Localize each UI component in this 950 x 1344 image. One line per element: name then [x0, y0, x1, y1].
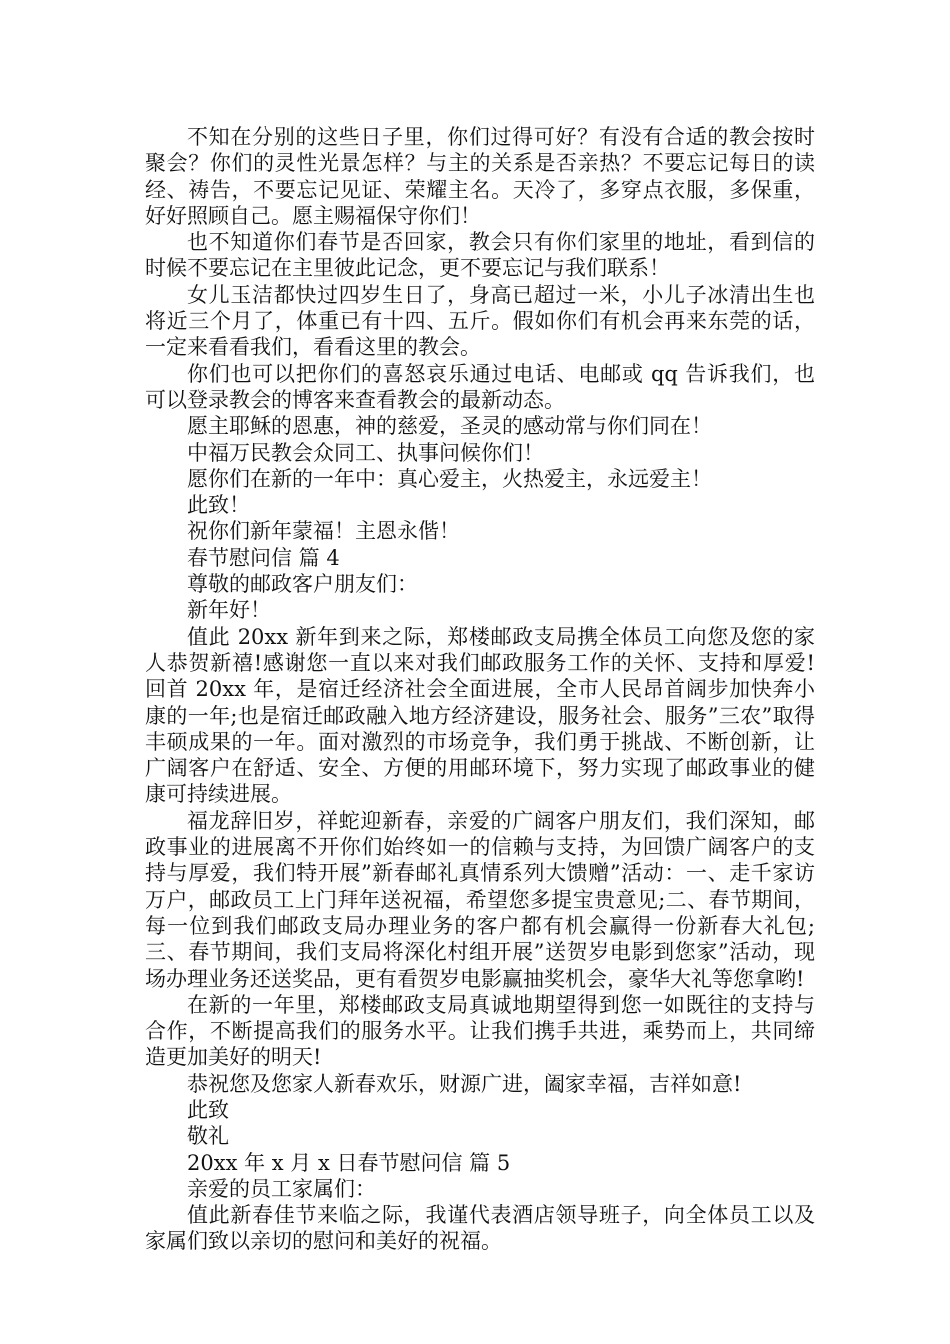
paragraph: 你们也可以把你们的喜怒哀乐通过电话、电邮或 qq 告诉我们，也可以登录教会的博客来查看教会的最新动态。: [145, 361, 815, 412]
paragraph: 新年好！: [187, 598, 271, 623]
paragraph: 此致！: [187, 493, 250, 518]
salutation: 尊敬的邮政客户朋友们：: [187, 572, 418, 597]
document-body: [145, 124, 815, 1255]
paragraph: 此致: [187, 1097, 229, 1122]
paragraph: 敬礼: [187, 1124, 229, 1149]
paragraph: 福龙辞旧岁，祥蛇迎新春，亲爱的广阔客户朋友们，我们深知，邮政事业的进展离不开你们始终如一的信赖与支持，为回馈广阔客户的支持与厚爱，我们特开展”新春邮礼真情系列大馈赠”活动：一、走千家访万户，邮政员工上门拜年送祝福，希望您多提宝贵意见;二、春节期间，每一位到我们邮政支局办理业务的客户都有机会赢得一份新春大礼包;三、春节期间，我们支局将深化村组开展”送贺岁电影到您家”活动，现场办理业务还送奖品，更有看贺岁电影赢抽奖机会，豪华大礼等您拿哟!: [145, 808, 815, 991]
paragraph: 女儿玉洁都快过四岁生日了，身高已超过一米，小儿子冰清出生也将近三个月了，体重已有十四、五斤。假如你们有机会再来东莞的话，一定来看看我们，看看这里的教会。: [145, 282, 815, 360]
paragraph: 愿你们在新的一年中：真心爱主，火热爱主，永远爱主！: [187, 466, 712, 491]
paragraph: 不知在分别的这些日子里，你们过得可好？有没有合适的教会按时聚会？你们的灵性光景怎样？与主的关系是否亲热？不要忘记每日的读经、祷告，不要忘记见证、荣耀主名。天冷了，多穿点衣服，多保重，好好照顾自己。愿主赐福保守你们！: [145, 125, 815, 228]
paragraph: 在新的一年里，郑楼邮政支局真诚地期望得到您一如既往的支持与合作，不断提高我们的服务水平。让我们携手共进，乘势而上，共同缔造更加美好的明天!: [145, 992, 815, 1070]
paragraph: 祝你们新年蒙福！主恩永偕！: [187, 519, 460, 544]
paragraph: 愿主耶稣的恩惠，神的慈爱，圣灵的感动常与你们同在！: [187, 414, 712, 439]
section-heading: 20xx 年 x 月 x 日春节慰问信 篇 5: [187, 1150, 511, 1175]
paragraph: 值此新春佳节来临之际，我谨代表酒店领导班子，向全体员工以及家属们致以亲切的慰问和美好的祝福。: [145, 1203, 815, 1254]
paragraph: 恭祝您及您家人新春欢乐，财源广进，阖家幸福，吉祥如意!: [187, 1071, 742, 1096]
salutation: 亲爱的员工家属们：: [187, 1176, 376, 1201]
paragraph: 也不知道你们春节是否回家，教会只有你们家里的地址，看到信的时候不要忘记在主里彼此记念，更不要忘记与我们联系！: [145, 230, 815, 281]
section-heading: 春节慰问信 篇 4: [187, 545, 340, 570]
paragraph: 值此 20xx 新年到来之际，郑楼邮政支局携全体员工向您及您的家人恭贺新禧!感谢您一直以来对我们邮政服务工作的关怀、支持和厚爱! 回首 20xx 年，是宿迁经济社会全面进展，全市人民昂首阔步加快奔小康的一年;也是宿迁邮政融入地方经济建设，服务社会、服务”三农”取得丰硕成果的一年。面对激烈的市场竞争，我们勇于挑战、不断创新，让广阔客户在舒适、安全、方便的用邮环境下，努力实现了邮政事业的健康可持续进展。: [145, 624, 815, 807]
paragraph: 中福万民教会众同工、执事问候你们！: [187, 440, 544, 465]
